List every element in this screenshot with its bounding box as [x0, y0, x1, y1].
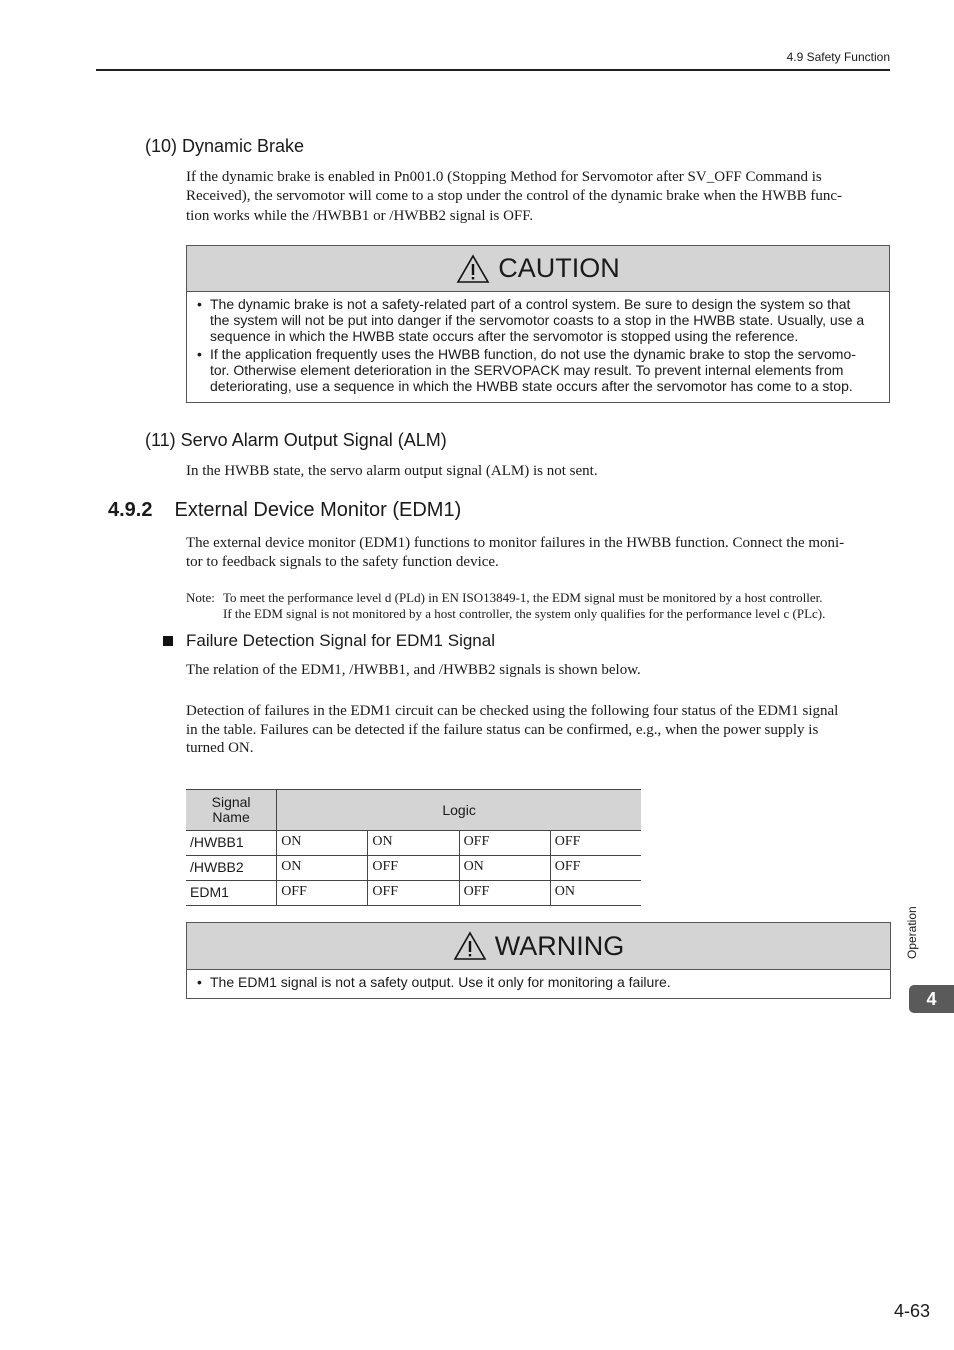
failure-detail [186, 702, 896, 758]
failure-detail-line: in the table. Failures can be detected if the failure status can be confirmed, e.g., when the power supply is [186, 721, 819, 738]
section-10-body [186, 168, 896, 226]
logic-cell: ON [550, 881, 641, 906]
logic-cell: OFF [459, 881, 550, 906]
header-logic: Logic [277, 790, 641, 831]
caution-line: If the application frequently uses the HWBB function, do not use the dynamic brake to stop the servomo- [210, 346, 856, 362]
warning-triangle-icon [453, 931, 487, 961]
section-492-body [186, 534, 896, 571]
logic-cell: OFF [277, 881, 368, 906]
section-10-title: (10) Dynamic Brake [145, 136, 305, 156]
signal-logic-table [186, 789, 641, 906]
note-line: If the EDM signal is not monitored by a host controller, the system only qualifies for the performance level c (PLc). [223, 606, 826, 621]
header-rule [96, 69, 890, 71]
square-bullet-icon [163, 636, 173, 646]
caution-line: sequence in which the HWBB state occurs after the servomotor is stopped using the reference. [210, 328, 799, 344]
logic-cell: ON [459, 856, 550, 881]
warning-body [187, 970, 890, 998]
section-11-title: (11) Servo Alarm Output Signal (ALM) [145, 430, 447, 450]
logic-cell: OFF [368, 856, 459, 881]
page-number: 4-63 [893, 1301, 930, 1321]
section-10-line: tion works while the /HWBB1 or /HWBB2 signal is OFF. [186, 208, 534, 224]
failure-title: Failure Detection Signal for EDM1 Signal [186, 631, 495, 650]
running-head: 4.9 Safety Function [786, 50, 890, 64]
row-signal-name: /HWBB2 [186, 856, 277, 881]
section-10-line: If the dynamic brake is enabled in Pn001.0 (Stopping Method for Servomotor after SV_OFF Command is [186, 169, 822, 185]
logic-cell: ON [277, 856, 368, 881]
warning-title: WARNING [494, 930, 625, 961]
section-10-line: Received), the servomotor will come to a stop under the control of the dynamic brake when the HWBB func- [186, 187, 843, 204]
section-492-line: tor to feedback signals to the safety function device. [186, 553, 499, 570]
warning-line: The EDM1 signal is not a safety output. Use it only for monitoring a failure. [210, 974, 671, 990]
logic-cell: OFF [550, 856, 641, 881]
section-11-body: In the HWBB state, the servo alarm output signal (ALM) is not sent. [186, 463, 598, 479]
section-492-line: The external device monitor (EDM1) functions to monitor failures in the HWBB function. Connect the moni- [186, 535, 845, 551]
caution-title: CAUTION [498, 253, 620, 283]
section-number: 4.9.2 [108, 499, 153, 521]
header-signal-name: Signal Name [186, 790, 277, 831]
note-line: To meet the performance level d (PLd) in EN ISO13849-1, the EDM signal must be monitored by a host controller. [223, 590, 823, 605]
chapter-tab: 4 [909, 985, 954, 1013]
logic-cell: ON [368, 831, 459, 856]
table-row [186, 831, 641, 856]
caution-line: The dynamic brake is not a safety-related part of a control system. Be sure to design the system so that [210, 296, 851, 312]
logic-cell: OFF [368, 881, 459, 906]
logic-cell: OFF [459, 831, 550, 856]
table-row [186, 856, 641, 881]
failure-detail-line: Detection of failures in the EDM1 circuit can be checked using the following four status of the EDM1 signal [186, 703, 839, 719]
failure-heading [163, 631, 495, 651]
warning-header [187, 923, 890, 970]
failure-detail-line: turned ON. [186, 740, 254, 756]
caution-body [187, 292, 889, 402]
failure-intro: The relation of the EDM1, /HWBB1, and /HWBB2 signals is shown below. [186, 662, 641, 678]
logic-cell: OFF [550, 831, 641, 856]
caution-bullet: • If the application frequently uses the HWBB function, do not use the dynamic brake to stop the servomo- tor. Otherwise element deterioration in the SERVOPACK may result. To prevent internal elements from deteriorating, use a sequence in which the HWBB state occurs after the servomotor has come to a stop. [197, 346, 856, 394]
section-492-heading [108, 499, 461, 522]
note-label: Note: [186, 590, 215, 605]
caution-bullet: • The dynamic brake is not a safety-related part of a control system. Be sure to design the system so that the system will not be put into danger if the servomotor coasts to a stop in the HWBB state. Usually, use a sequence in which the HWBB state occurs after the servomotor is stopped using the reference. [197, 296, 865, 344]
caution-line: the system will not be put into danger if the servomotor coasts to a stop in the HWBB state. Usually, use a [210, 312, 865, 328]
note [186, 590, 896, 622]
row-signal-name: EDM1 [186, 881, 277, 906]
warning-bullet: • The EDM1 signal is not a safety output. Use it only for monitoring a failure. [197, 974, 671, 990]
caution-box [186, 245, 890, 403]
logic-cell: ON [277, 831, 368, 856]
table-row [186, 881, 641, 906]
warning-triangle-icon [456, 254, 490, 284]
side-chapter-label: Operation [905, 906, 919, 959]
caution-header [187, 246, 889, 292]
table-header-row [186, 790, 641, 831]
warning-box [186, 922, 891, 999]
caution-line: deteriorating, use a sequence in which the HWBB state occurs after the servomotor has come to a stop. [210, 378, 853, 394]
row-signal-name: /HWBB1 [186, 831, 277, 856]
section-title: External Device Monitor (EDM1) [174, 499, 462, 521]
caution-line: tor. Otherwise element deterioration in the SERVOPACK may result. To prevent internal elements from [210, 362, 844, 378]
